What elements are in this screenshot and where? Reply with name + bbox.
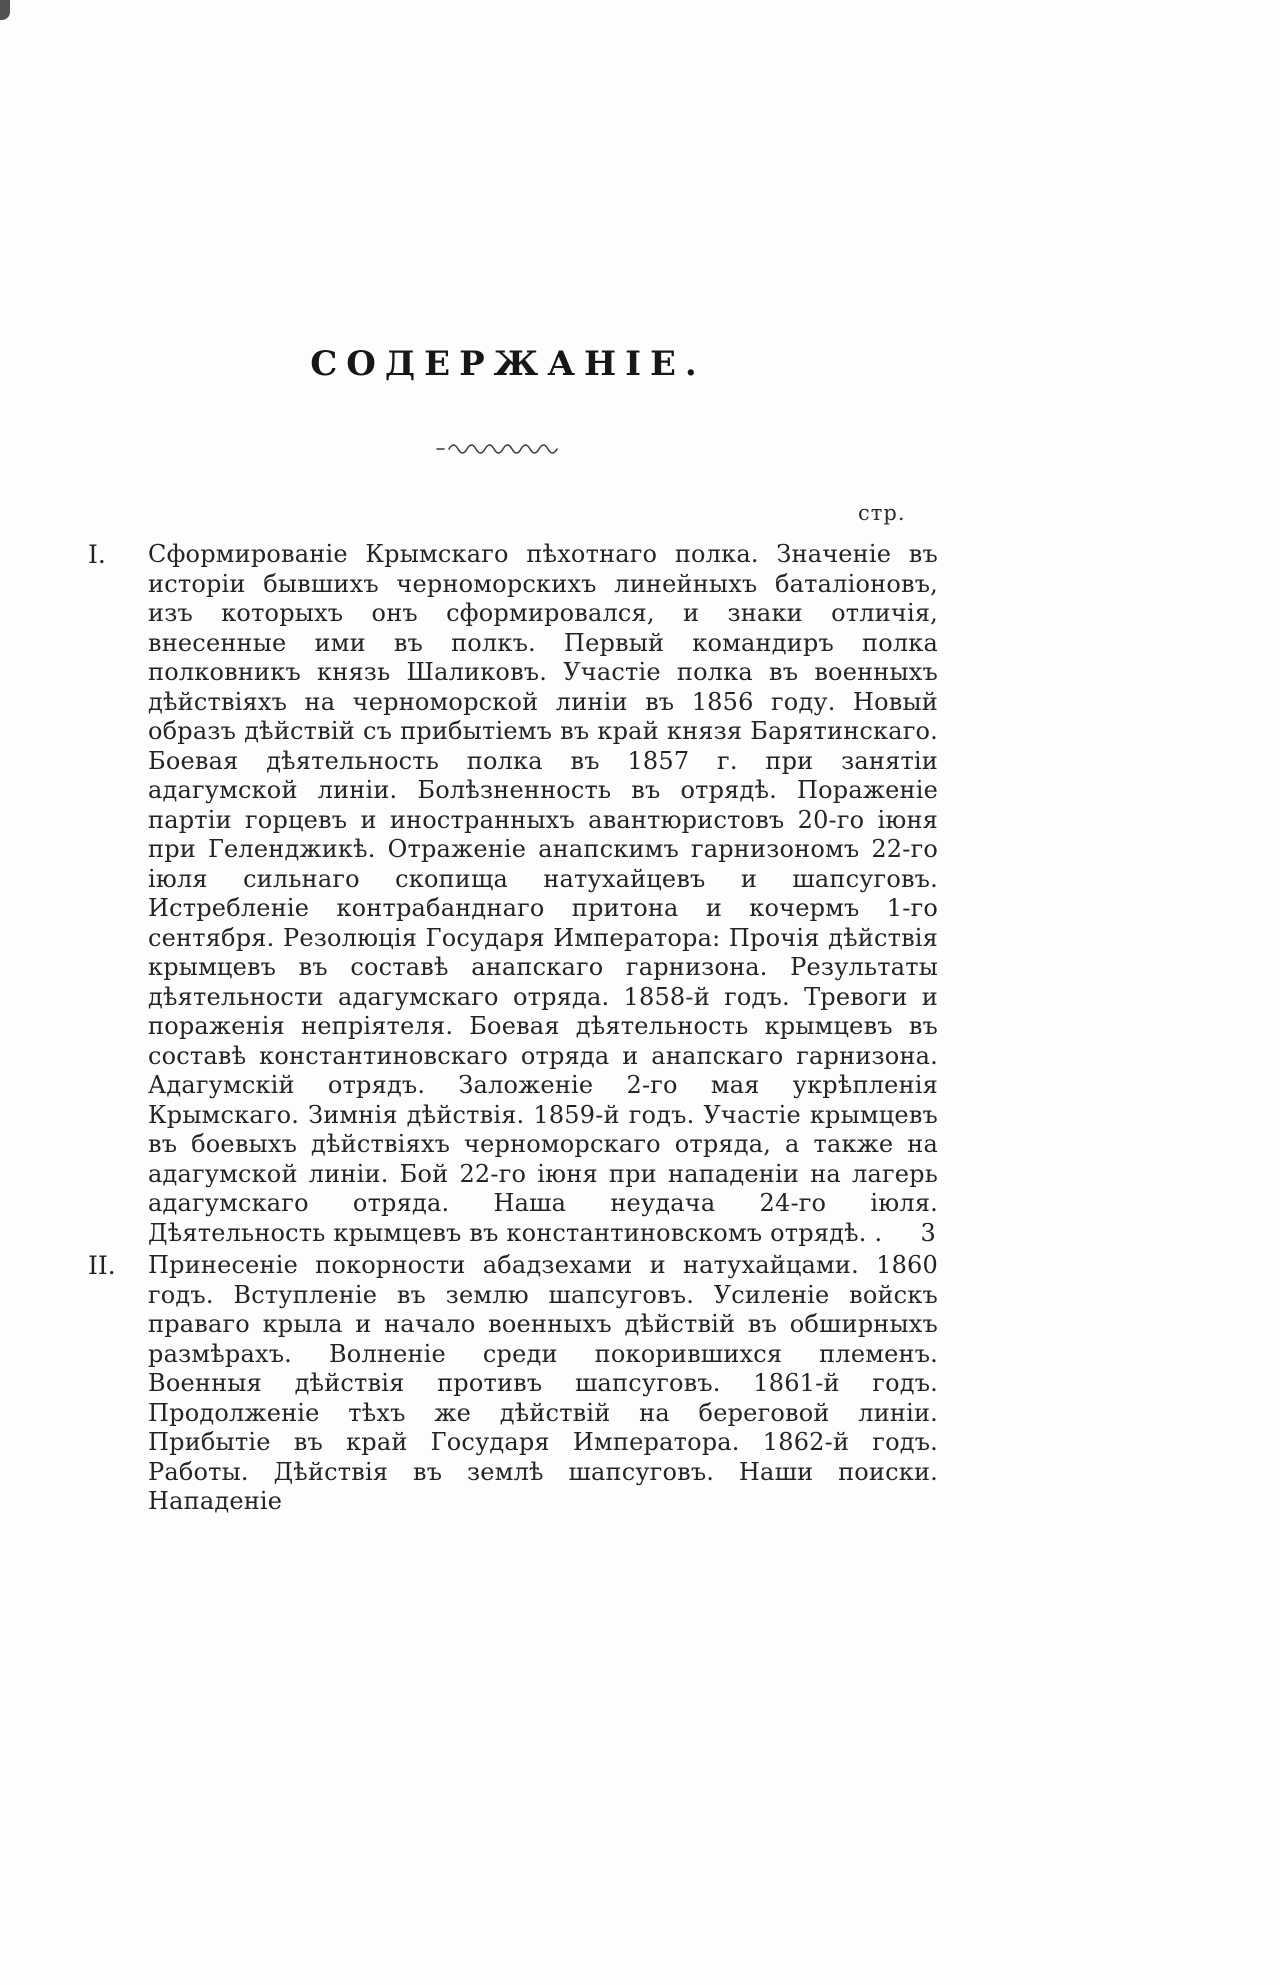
entry-numeral: II.	[88, 1251, 116, 1280]
entry-text: Сформированіе Крымскаго пѣхотнаго полка. Значеніе въ исторіи бывшихъ черноморскихъ линейныхъ баталіоновъ, изъ которыхъ онъ сформировался, и знаки отличія, внесенные ими въ полкъ. Первый командиръ полка полковникъ князь Шаликовъ. Участіе полка въ военныхъ дѣйствіяхъ на черноморской линіи въ 1856 году. Новый образъ дѣйствій съ прибытіемъ въ край князя Барятинскаго. Боевая дѣятельность полка въ 1857 г. при занятіи адагумской линіи. Болѣзненность въ отрядѣ. Пораженіе партіи горцевъ и иностранныхъ авантюристовъ 20-го іюня при Геленджикѣ. Отраженіе анапскимъ гарнизономъ 22-го іюля сильнаго скопища натухайцевъ и шапсуговъ. Истребленіе контрабанднаго притона и кочермъ 1-го сентября. Резолюція Государя Императора: Прочія дѣйствія крымцевъ въ составѣ анапскаго гарнизона. Результаты дѣятельности адагумскаго отряда. 1858-й годъ. Тревоги и пораженія непріятеля. Боевая дѣятельность крымцевъ въ составѣ константиновскаго отряда и анапскаго гарнизона. Адагумскій отрядъ. Заложеніе 2-го мая укрѣпленія Крымскаго. Зимнія дѣйствія. 1859-й годъ. Участіе крымцевъ въ боевыхъ дѣйствіяхъ черноморскаго отряда, а также на адагумской линіи. Бой 22-го іюня при нападеніи на лагерь адагумскаго отряда. Наша неудача 24-го іюля. Дѣятельность крымцевъ въ константиновскомъ отрядѣ. .	[148, 540, 938, 1247]
toc-entry	[88, 1251, 940, 1517]
page-column-label: стр.	[858, 501, 906, 525]
entry-text: Принесеніе покорности абадзехами и натухайцами. 1860 годъ. Вступленіе въ землю шапсуговъ. Усиленіе войскъ праваго крыла и начало военныхъ дѣйствій въ обширныхъ размѣрахъ. Волненіе среди покорившихся племенъ. Военныя дѣйствія противъ шапсуговъ. 1861-й годъ. Продолженіе тѣхъ же дѣйствій на береговой линіи. Прибытіе въ край Государя Императора. 1862-й годъ. Работы. Дѣйствія въ землѣ шапсуговъ. Наши поиски. Нападеніе	[148, 1251, 938, 1515]
page-title: СОДЕРЖАНІЕ.	[310, 344, 706, 384]
entry-body	[148, 540, 938, 1248]
entry-numeral: I.	[88, 540, 106, 569]
toc-entry	[88, 540, 940, 1248]
scan-artifact	[0, 0, 10, 20]
wavy-rule-ornament	[83, 440, 933, 460]
entry-body	[148, 1251, 938, 1517]
table-of-contents	[88, 540, 940, 1517]
entry-page-number: 3	[920, 1218, 936, 1247]
squiggle-icon	[433, 440, 583, 456]
